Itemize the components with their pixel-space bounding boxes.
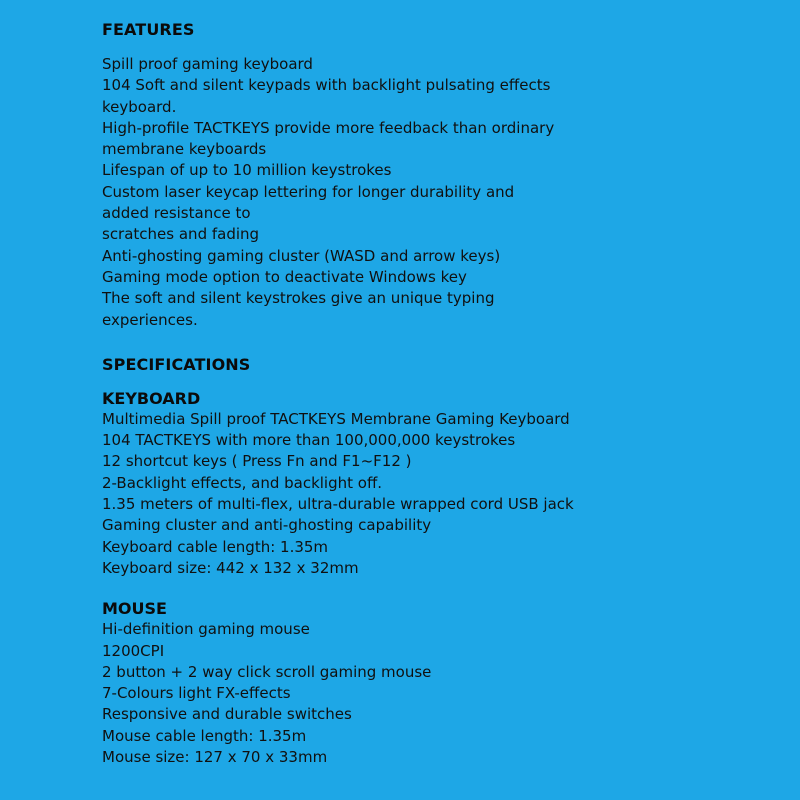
- keyboard-spec-line: 2-Backlight effects, and backlight off.: [102, 473, 383, 492]
- mouse-spec-line: 1200CPI: [102, 641, 165, 660]
- mouse-heading: MOUSE: [102, 599, 167, 619]
- feature-line: keyboard.: [102, 97, 177, 116]
- keyboard-spec-list: [102, 409, 662, 579]
- mouse-spec-list: [102, 619, 662, 768]
- features-heading: FEATURES: [102, 20, 195, 39]
- mouse-spec-line: Mouse cable length: 1.35m: [102, 726, 307, 745]
- spec-sheet: [102, 20, 662, 768]
- feature-line: The soft and silent keystrokes give an unique typing: [102, 289, 495, 308]
- keyboard-spec-line: Gaming cluster and anti-ghosting capability: [102, 516, 432, 535]
- feature-line: 104 Soft and silent keypads with backlight pulsating effects: [102, 76, 551, 95]
- feature-line: Gaming mode option to deactivate Windows key: [102, 267, 467, 286]
- keyboard-spec-line: 1.35 meters of multi-flex, ultra-durable wrapped cord USB jack: [102, 495, 574, 514]
- feature-line: added resistance to: [102, 204, 251, 223]
- feature-line: Anti-ghosting gaming cluster (WASD and arrow keys): [102, 246, 501, 265]
- keyboard-spec-line: Multimedia Spill proof TACTKEYS Membrane Gaming Keyboard: [102, 409, 570, 428]
- keyboard-heading: KEYBOARD: [102, 388, 201, 408]
- mouse-spec-line: 7-Colours light FX-effects: [102, 684, 291, 703]
- features-list: [102, 54, 662, 331]
- keyboard-spec-line: Keyboard cable length: 1.35m: [102, 537, 329, 556]
- keyboard-spec-line: 104 TACTKEYS with more than 100,000,000 keystrokes: [102, 431, 516, 450]
- specifications-heading: SPECIFICATIONS: [102, 354, 251, 374]
- mouse-spec-line: Hi-definition gaming mouse: [102, 620, 310, 639]
- mouse-spec-line: Mouse size: 127 x 70 x 33mm: [102, 748, 328, 767]
- feature-line: Spill proof gaming keyboard: [102, 55, 313, 73]
- feature-line: Lifespan of up to 10 million keystrokes: [102, 161, 392, 180]
- mouse-spec-line: 2 button + 2 way click scroll gaming mouse: [102, 662, 432, 681]
- feature-line: membrane keyboards: [102, 140, 267, 159]
- keyboard-spec-line: Keyboard size: 442 x 132 x 32mm: [102, 558, 359, 577]
- keyboard-spec-line: 12 shortcut keys ( Press Fn and F1~F12 ): [102, 452, 412, 471]
- feature-line: experiences.: [102, 310, 198, 329]
- feature-line: scratches and fading: [102, 225, 260, 244]
- feature-line: Custom laser keycap lettering for longer durability and: [102, 182, 515, 201]
- mouse-spec-line: Responsive and durable switches: [102, 705, 352, 724]
- feature-line: High-profile TACTKEYS provide more feedback than ordinary: [102, 118, 555, 137]
